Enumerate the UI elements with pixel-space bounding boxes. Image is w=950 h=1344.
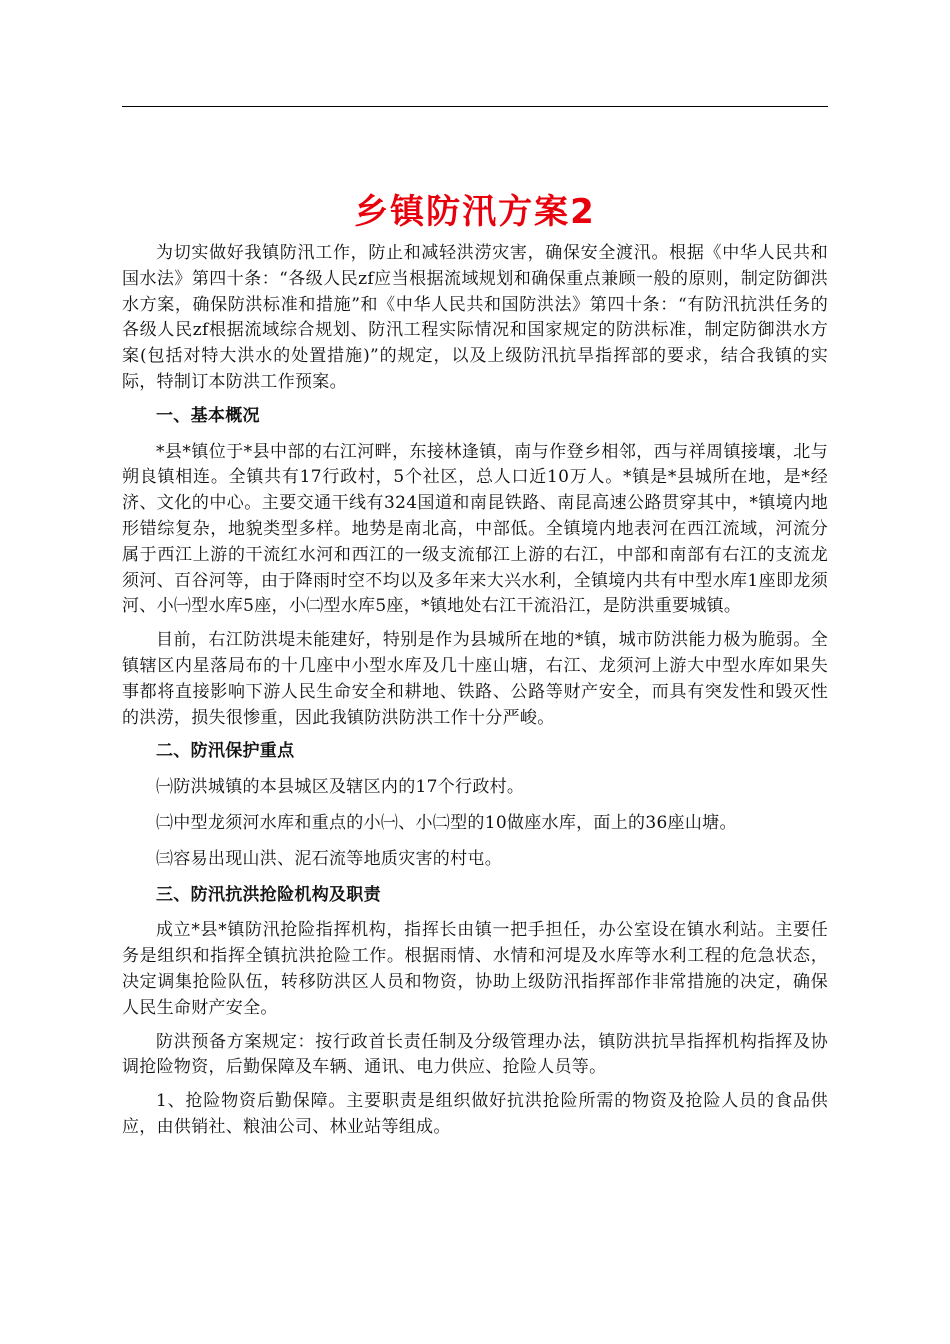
- document-title: 乡镇防汛方案2: [354, 192, 596, 232]
- paragraph: 1、抢险物资后勤保障。主要职责是组织做好抗洪抢险所需的物资及抢险人员的食品供应，由供销社、粮油公司、林业站等组成。: [122, 1091, 828, 1137]
- paragraph: 防洪预备方案规定：按行政首长责任制及分级管理办法，镇防洪抗旱指挥机构指挥及协调抢险物资，后勤保障及车辆、通讯、电力供应、抢险人员等。: [122, 1031, 828, 1078]
- paragraph: 成立*县*镇防汛抢险指挥机构，指挥长由镇一把手担任，办公室设在镇水利站。主要任务是组织和指挥全镇抗洪抢险工作。根据雨情、水情和河堤及水库等水利工程的危急状态，决定调集抢险队伍，转移防洪区人员和物资，协助上级防汛指挥部作非常措施的决定，确保人民生命财产安全。: [122, 920, 828, 1018]
- paragraph: 目前，右江防洪堤未能建好，特别是作为县城所在地的*镇，城市防洪能力极为脆弱。全镇辖区内星落局布的十几座中小型水库及几十座山塘，右江、龙须河上游大中型水库如果失事都将直接影响下游人民生命安全和耕地、铁路、公路等财产安全，而具有突发性和毁灭性的洪涝，损失很惨重，因此我镇防洪防洪工作十分严峻。: [122, 630, 828, 728]
- paragraph: *县*镇位于*县中部的右江河畔，东接林逢镇，南与作登乡相邻，西与祥周镇接壤，北与朔良镇相连。全镇共有17行政村，5个社区，总人口近10万人。*镇是*县城所在地，是*经济、文化的中心。主要交通干线有324国道和南昆铁路、南昆高速公路贯穿其中，*镇境内地形错综复杂，地貌类型多样。地势是南北高，中部低。全镇境内地表河在西江流域，河流分属于西江上游的干流红水河和西江的一级支流郁江上游的右江，中部和南部有右江的支流龙须河、百谷河等，由于降雨时空不均以及多年来大兴水利，全镇境内共有中型水库1座即龙须河、小㈠型水库5座，小㈡型水库5座，*镇地处右江干流沿江，是防洪重要城镇。: [122, 441, 828, 617]
- list-item: ㈠防洪城镇的本县城区及辖区内的17个行政村。: [156, 777, 525, 798]
- list-item: ㈡中型龙须河水库和重点的小㈠、小㈡型的10做座水库，面上的36座山塘。: [156, 812, 737, 833]
- intro-paragraph: 为切实做好我镇防汛工作，防止和减轻洪涝灾害，确保安全渡汛。根据《中华人民共和国水法》第四十条：“各级人民zf应当根据流域规划和确保重点兼顾一般的原则，制定防御洪水方案，确保防洪标准和措施”和《中华人民共和国防洪法》第四十条：“有防汛抗洪任务的各级人民zf根据流域综合规划、防汛工程实际情况和国家规定的防洪标准，制定防御洪水方案(包括对特大洪水的处置措施)”的规定，以及上级防汛抗旱指挥部的要求，结合我镇的实际，特制订本防洪工作预案。: [122, 243, 828, 392]
- document-body: [122, 241, 828, 1149]
- section-heading-organization: 三、防汛抗洪抢险机构及职责: [156, 884, 381, 905]
- section-heading-basic-overview: 一、基本概况: [156, 405, 260, 426]
- list-item: ㈢容易出现山洪、泥石流等地质灾害的村屯。: [156, 848, 502, 869]
- header-rule: [122, 106, 828, 107]
- section-heading-protection-focus: 二、防汛保护重点: [156, 741, 295, 762]
